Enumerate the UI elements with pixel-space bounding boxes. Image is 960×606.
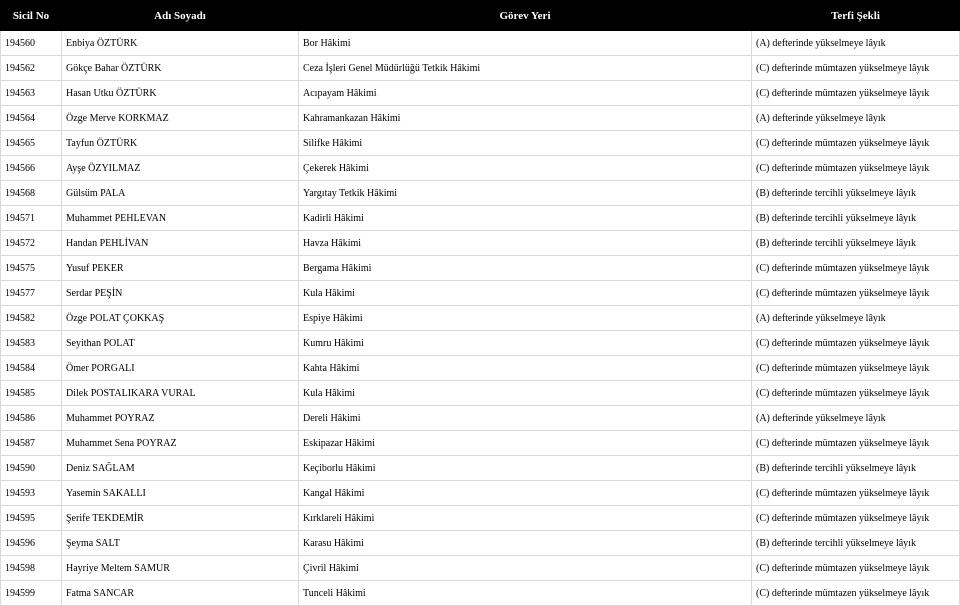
full-name-cell: Ayşe ÖZYILMAZ	[62, 156, 299, 181]
full-name-cell: Gülsüm PALA	[62, 181, 299, 206]
full-name-cell: Özge Merve KORKMAZ	[62, 106, 299, 131]
header-promotion-type: Terfi Şekli	[752, 1, 960, 31]
table-row	[1, 206, 960, 231]
table-row	[1, 181, 960, 206]
promotion-type-cell: (C) defterinde mümtazen yükselmeye lâyık	[752, 256, 960, 281]
duty-location-cell: Çivril Hâkimi	[299, 556, 752, 581]
duty-location-cell: Ceza İşleri Genel Müdürlüğü Tetkik Hâkimi	[299, 56, 752, 81]
table-row	[1, 431, 960, 456]
full-name-cell: Ömer PORGALI	[62, 356, 299, 381]
duty-location-cell: Kumru Hâkimi	[299, 331, 752, 356]
registry-no-cell: 194563	[1, 81, 62, 106]
table-row	[1, 106, 960, 131]
registry-no-cell: 194586	[1, 406, 62, 431]
table-row	[1, 531, 960, 556]
promotion-type-cell: (A) defterinde yükselmeye lâyık	[752, 306, 960, 331]
full-name-cell: Muhammet POYRAZ	[62, 406, 299, 431]
full-name-cell: Enbiya ÖZTÜRK	[62, 31, 299, 56]
full-name-cell: Hayriye Meltem SAMUR	[62, 556, 299, 581]
duty-location-cell: Dereli Hâkimi	[299, 406, 752, 431]
promotion-type-cell: (C) defterinde mümtazen yükselmeye lâyık	[752, 481, 960, 506]
full-name-cell: Muhammet PEHLEVAN	[62, 206, 299, 231]
duty-location-cell: Kırklareli Hâkimi	[299, 506, 752, 531]
registry-no-cell: 194572	[1, 231, 62, 256]
full-name-cell: Şerife TEKDEMİR	[62, 506, 299, 531]
promotion-type-cell: (A) defterinde yükselmeye lâyık	[752, 406, 960, 431]
table-row	[1, 456, 960, 481]
duty-location-cell: Bergama Hâkimi	[299, 256, 752, 281]
promotion-type-cell: (C) defterinde mümtazen yükselmeye lâyık	[752, 56, 960, 81]
full-name-cell: Tayfun ÖZTÜRK	[62, 131, 299, 156]
duty-location-cell: Kula Hâkimi	[299, 381, 752, 406]
full-name-cell: Yusuf PEKER	[62, 256, 299, 281]
table-row	[1, 306, 960, 331]
promotion-type-cell: (C) defterinde mümtazen yükselmeye lâyık	[752, 156, 960, 181]
full-name-cell: Seyithan POLAT	[62, 331, 299, 356]
promotion-type-cell: (B) defterinde tercihli yükselmeye lâyık	[752, 231, 960, 256]
table-row	[1, 281, 960, 306]
full-name-cell: Serdar PEŞİN	[62, 281, 299, 306]
registry-no-cell: 194571	[1, 206, 62, 231]
registry-no-cell: 194587	[1, 431, 62, 456]
promotion-type-cell: (B) defterinde tercihli yükselmeye lâyık	[752, 456, 960, 481]
table-row	[1, 331, 960, 356]
full-name-cell: Yasemin SAKALLI	[62, 481, 299, 506]
table-row	[1, 581, 960, 606]
registry-no-cell: 194595	[1, 506, 62, 531]
full-name-cell: Özge POLAT ÇOKKAŞ	[62, 306, 299, 331]
duty-location-cell: Acıpayam Hâkimi	[299, 81, 752, 106]
registry-no-cell: 194593	[1, 481, 62, 506]
full-name-cell: Dilek POSTALIKARA VURAL	[62, 381, 299, 406]
registry-no-cell: 194577	[1, 281, 62, 306]
duty-location-cell: Kahramankazan Hâkimi	[299, 106, 752, 131]
table-row	[1, 56, 960, 81]
registry-no-cell: 194596	[1, 531, 62, 556]
duty-location-cell: Kula Hâkimi	[299, 281, 752, 306]
registry-no-cell: 194585	[1, 381, 62, 406]
full-name-cell: Gökçe Bahar ÖZTÜRK	[62, 56, 299, 81]
table-row	[1, 381, 960, 406]
duty-location-cell: Silifke Hâkimi	[299, 131, 752, 156]
registry-no-cell: 194583	[1, 331, 62, 356]
registry-no-cell: 194590	[1, 456, 62, 481]
duty-location-cell: Bor Hâkimi	[299, 31, 752, 56]
promotion-type-cell: (A) defterinde yükselmeye lâyık	[752, 31, 960, 56]
registry-no-cell: 194566	[1, 156, 62, 181]
promotion-type-cell: (B) defterinde tercihli yükselmeye lâyık	[752, 206, 960, 231]
duty-location-cell: Yargıtay Tetkik Hâkimi	[299, 181, 752, 206]
table-row	[1, 31, 960, 56]
promotion-type-cell: (A) defterinde yükselmeye lâyık	[752, 106, 960, 131]
duty-location-cell: Karasu Hâkimi	[299, 531, 752, 556]
header-registry-no: Sicil No	[1, 1, 62, 31]
promotion-type-cell: (C) defterinde mümtazen yükselmeye lâyık	[752, 506, 960, 531]
header-duty-location: Görev Yeri	[299, 1, 752, 31]
table-row	[1, 256, 960, 281]
full-name-cell: Şeyma SALT	[62, 531, 299, 556]
registry-no-cell: 194575	[1, 256, 62, 281]
registry-no-cell: 194565	[1, 131, 62, 156]
table-row	[1, 231, 960, 256]
table-row	[1, 131, 960, 156]
promotion-type-cell: (B) defterinde tercihli yükselmeye lâyık	[752, 181, 960, 206]
table-header	[1, 1, 960, 31]
promotion-type-cell: (C) defterinde mümtazen yükselmeye lâyık	[752, 356, 960, 381]
duty-location-cell: Kangal Hâkimi	[299, 481, 752, 506]
promotion-type-cell: (C) defterinde mümtazen yükselmeye lâyık	[752, 331, 960, 356]
duty-location-cell: Çekerek Hâkimi	[299, 156, 752, 181]
duty-location-cell: Kadirli Hâkimi	[299, 206, 752, 231]
promotion-type-cell: (C) defterinde mümtazen yükselmeye lâyık	[752, 556, 960, 581]
registry-no-cell: 194568	[1, 181, 62, 206]
table-row	[1, 156, 960, 181]
table-body	[1, 31, 960, 606]
registry-no-cell: 194564	[1, 106, 62, 131]
duty-location-cell: Keçiborlu Hâkimi	[299, 456, 752, 481]
registry-no-cell: 194582	[1, 306, 62, 331]
table-row	[1, 506, 960, 531]
promotion-type-cell: (C) defterinde mümtazen yükselmeye lâyık	[752, 431, 960, 456]
promotion-type-cell: (C) defterinde mümtazen yükselmeye lâyık	[752, 131, 960, 156]
registry-no-cell: 194598	[1, 556, 62, 581]
duty-location-cell: Espiye Hâkimi	[299, 306, 752, 331]
table-row	[1, 81, 960, 106]
header-row	[1, 1, 960, 31]
full-name-cell: Handan PEHLİVAN	[62, 231, 299, 256]
promotion-type-cell: (C) defterinde mümtazen yükselmeye lâyık	[752, 281, 960, 306]
header-full-name: Adı Soyadı	[62, 1, 299, 31]
duty-location-cell: Havza Hâkimi	[299, 231, 752, 256]
table-row	[1, 481, 960, 506]
promotion-type-cell: (B) defterinde tercihli yükselmeye lâyık	[752, 531, 960, 556]
full-name-cell: Deniz SAĞLAM	[62, 456, 299, 481]
table-row	[1, 356, 960, 381]
promotion-type-cell: (C) defterinde mümtazen yükselmeye lâyık	[752, 381, 960, 406]
registry-no-cell: 194560	[1, 31, 62, 56]
promotion-type-cell: (C) defterinde mümtazen yükselmeye lâyık	[752, 81, 960, 106]
duty-location-cell: Kahta Hâkimi	[299, 356, 752, 381]
full-name-cell: Hasan Utku ÖZTÜRK	[62, 81, 299, 106]
registry-no-cell: 194584	[1, 356, 62, 381]
full-name-cell: Muhammet Sena POYRAZ	[62, 431, 299, 456]
duty-location-cell: Tunceli Hâkimi	[299, 581, 752, 606]
table-row	[1, 406, 960, 431]
table-row	[1, 556, 960, 581]
duty-location-cell: Eskipazar Hâkimi	[299, 431, 752, 456]
registry-no-cell: 194562	[1, 56, 62, 81]
registry-no-cell: 194599	[1, 581, 62, 606]
promotion-type-cell: (C) defterinde mümtazen yükselmeye lâyık	[752, 581, 960, 606]
full-name-cell: Fatma SANCAR	[62, 581, 299, 606]
